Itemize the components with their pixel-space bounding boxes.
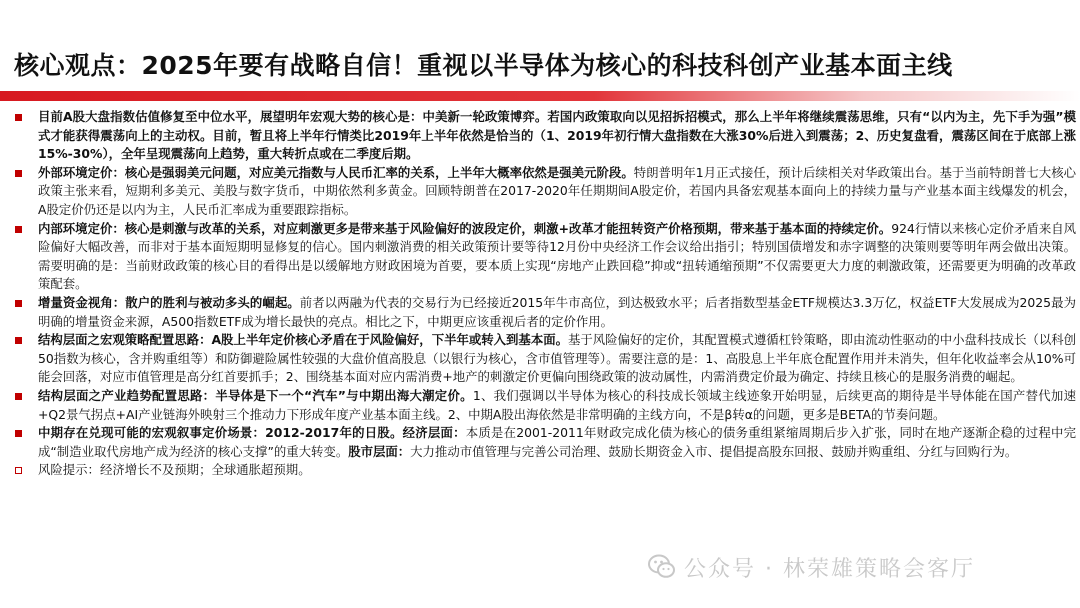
- bullet-marker: [15, 467, 22, 474]
- bullet-bold-text: 中期存在兑现可能的宏观叙事定价场景：2012-2017年的日股。经济层面：: [38, 425, 466, 441]
- bullet-item: [10, 220, 1076, 294]
- bullet-item: [10, 387, 1076, 424]
- bullet-item: [10, 108, 1076, 164]
- bullet-list: [10, 108, 1076, 480]
- bullet-body-text: 基于风险偏好的定价，其配置模式遵循杠铃策略，即由流动性驱动的中小盘科技成长（以科创50指数为核心，含并购重组等）和防御避险属性较强的大盘价值高股息（以银行为核心，含市值管理等）。需要注意的是：1、高股息上半年底仓配置作用并未消失，但年化收益率会从10%可能会回落，对应市值管理是高分红首要抓手；2、围绕基本面对应内需消费+地产的刺激定价更偏向围绕政策的波动属性，内需消费定价最为确定、持续且核心的是服务消费的崛起。: [38, 332, 1077, 385]
- bullet-text: [38, 424, 1076, 461]
- bullet-item: [10, 294, 1076, 331]
- bullet-body-text: 特朗普明年1月正式接任，预计后续相关对华政策出台。基于当前特朗普七大核心政策主张来看，短期利多美元、美股与数字货币，中期依然利多黄金。回顾特朗普在2017-2020年任期期间A股定价，若国内具备宏观基本面向上的持续力量与产业基本面主线爆发的机会，A股定价仍还是以内为主，人民币汇率成为重要跟踪指标。: [38, 164, 1077, 217]
- bullet-marker: [15, 226, 22, 233]
- bullet-bold-text: 目前A股大盘指数估值修复至中位水平，展望明年宏观大势的核心是：中美新一轮政策博弈。若国内政策取向以见招拆招模式，那么上半年将继续震荡思维，只有“以内为主，先下手为强”模式才能获得震荡向上的主动权。目前，暂且将上半年行情类比2019年上半年依然是恰当的（1、2019年初行情大盘指数在大涨30%后进入到震荡；2、历史复盘看，震荡区间在于底部上涨15%-30%），全年呈现震荡向上趋势，重大转折点或在二季度后期。: [38, 109, 1076, 162]
- bullet-text: [38, 108, 1076, 164]
- bullet-marker: [15, 430, 22, 437]
- bullet-text: [38, 220, 1076, 294]
- bullet-text: [38, 331, 1076, 387]
- bullet-bold-text: 结构层面之宏观策略配置思路：A股上半年定价核心矛盾在于风险偏好，下半年或转入到基本面。: [38, 332, 568, 348]
- bullet-bold-text: 股市层面：: [348, 443, 411, 459]
- bullet-body-text: 本质是在2001-2011年财政完成化债为核心的债务重组紧缩周期后步入扩张，同时在地产逐渐企稳的过程中完成“制造业取代房地产成为经济的核心支撑”的重大转变。: [38, 425, 1076, 459]
- bullet-bold-text: 外部环境定价：核心是强弱美元问题，对应美元指数与人民币汇率的关系，上半年大概率依然是强美元阶段。: [38, 164, 634, 180]
- title-underline: [0, 91, 1080, 101]
- bullet-bold-text: 增量资金视角：散户的胜利与被动多头的崛起。: [38, 294, 300, 310]
- bullet-item: [10, 424, 1076, 461]
- bullet-marker: [15, 393, 22, 400]
- bullet-body-text: 前者以两融为代表的交易行为已经接近2015年牛市高位，到达极致水平；后者指数型基金ETF规模达3.3万亿，权益ETF大发展成为2025最为明确的增量资金来源，A500指数ETF成为增长最快的亮点。相比之下，中期更应该重视后者的定价作用。: [38, 294, 1076, 329]
- watermark-text: 公众号 · 林荣雄策略会客厅: [684, 556, 975, 582]
- watermark: [648, 552, 975, 582]
- bullet-text: [38, 294, 1076, 331]
- bullet-item: [10, 164, 1076, 220]
- bullet-body-text: 风险提示：经济增长不及预期；全球通胀超预期。: [38, 462, 311, 478]
- bullet-marker: [15, 170, 22, 177]
- bullet-marker: [15, 300, 22, 307]
- bullet-body-text: 924行情以来核心定价矛盾来自风险偏好大幅改善，而非对于基本面短期明显修复的信心。国内刺激消费的相关政策预计要等待12月份中央经济工作会议给出指引；特别国债增发和赤字调整的决策则要等明年两会做出决策。需要明确的是：当前财政政策的核心目的看得出是以缓解地方财政困境为首要，要本质上实现“房地产止跌回稳”抑或“扭转通缩预期”不仅需要更大力度的刺激政策，还需要更为明确的改革政策配套。: [38, 220, 1076, 292]
- bullet-item: [10, 461, 1076, 480]
- bullet-text: [38, 164, 1076, 220]
- bullet-item: [10, 331, 1076, 387]
- page-title: 核心观点：2025年要有战略自信！重视以半导体为核心的科技科创产业基本面主线: [14, 51, 953, 80]
- bullet-bold-text: 结构层面之产业趋势配置思路：半导体是下一个“汽车”与中期出海大潮定价。: [38, 387, 473, 403]
- wechat-icon: [648, 553, 676, 581]
- bullet-text: [38, 387, 1076, 424]
- bullet-bold-text: 内部环境定价：核心是刺激与改革的关系，对应刺激更多是带来基于风险偏好的波段定价，刺激+改革才能扭转资产价格预期，带来基于基本面的持续定价。: [38, 220, 892, 236]
- bullet-body-text: 1、我们强调以半导体为核心的科技成长领域主线迹象开始明显，后续更高的期待是半导体能在国产替代加速+Q2景气拐点+AI产业链海外映射三个推动力下形成年度产业基本面主线。2、中期A股出海依然是非常明确的主线方向，不是β转α的问题，更多是BETA的节奏问题。: [38, 387, 1076, 422]
- bullet-text: [38, 461, 1076, 480]
- bullet-marker: [15, 337, 22, 344]
- bullet-body-text: 大力推动市值管理与完善公司治理、鼓励长期资金入市、提倡提高股东回报、鼓励并购重组、分红与回购行为。: [410, 443, 1018, 459]
- bullet-marker: [15, 114, 22, 121]
